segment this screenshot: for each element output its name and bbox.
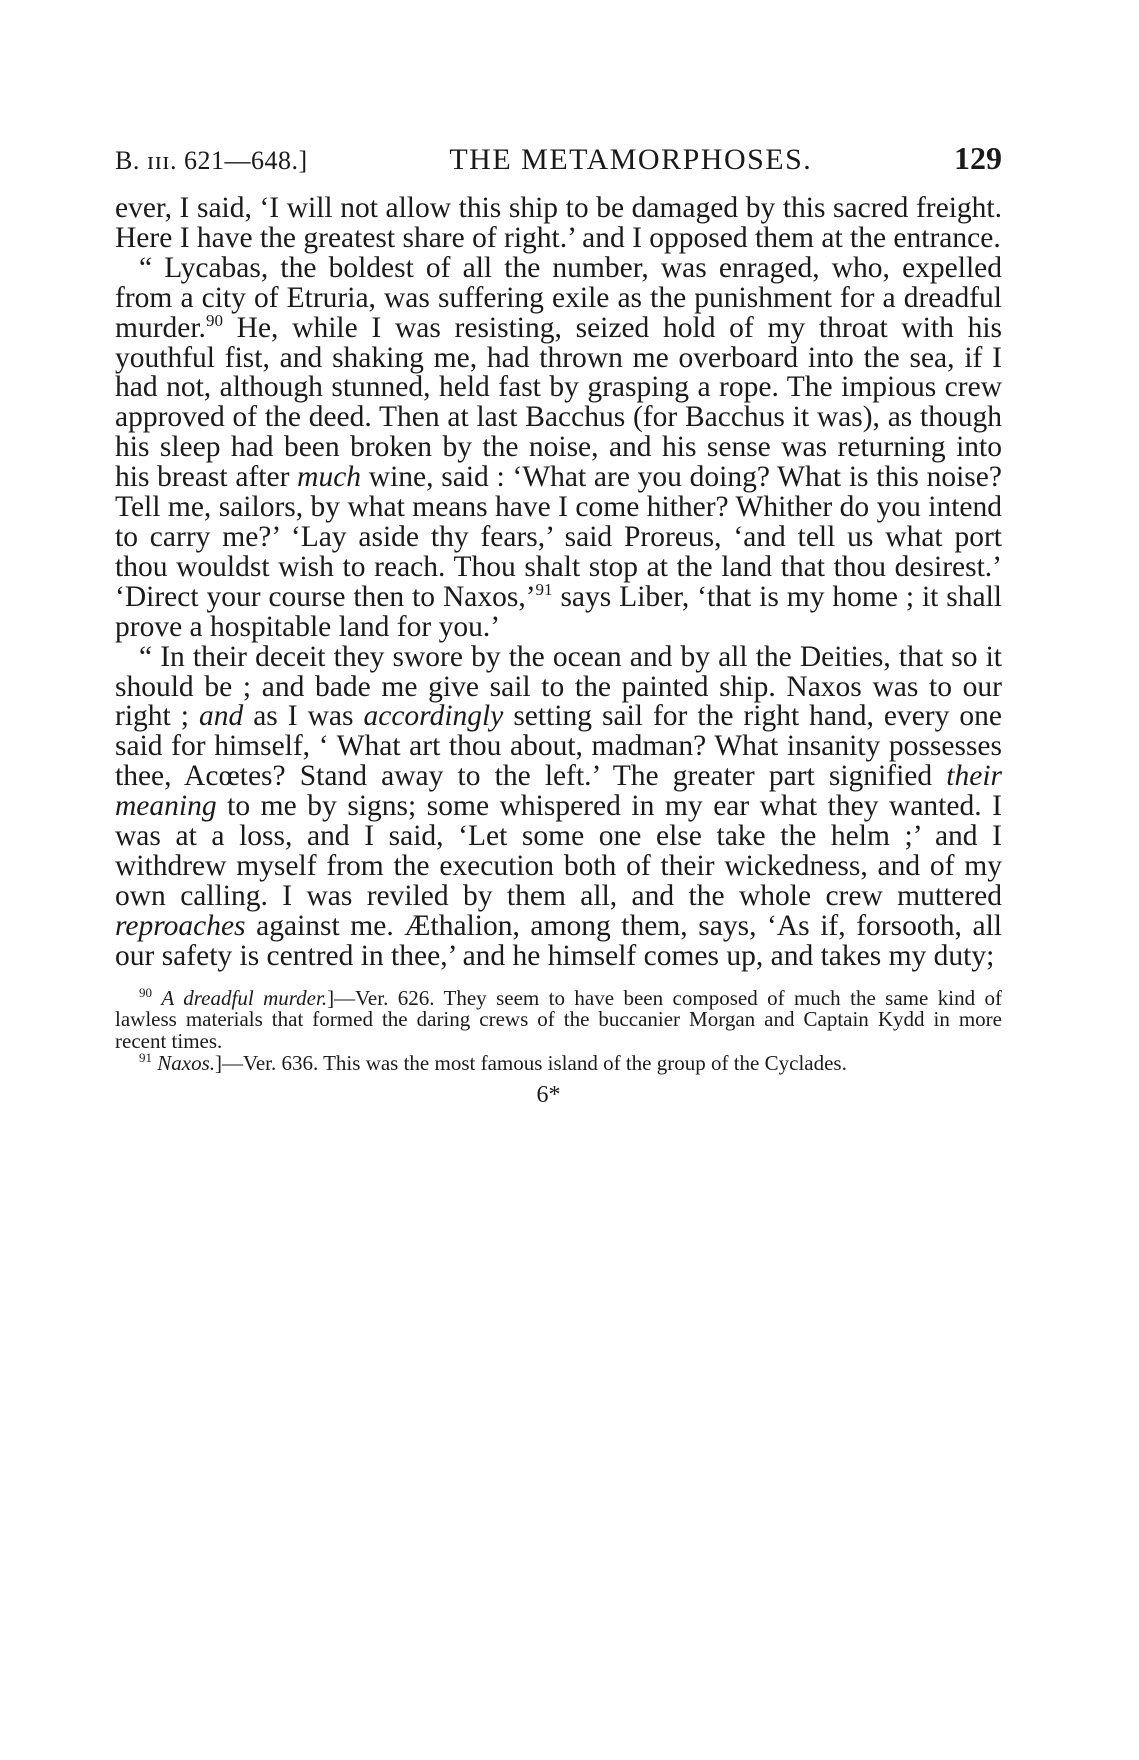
italic-text: their meaning: [115, 760, 1002, 823]
footnote-text: ]—Ver. 636. This was the most famous island of the group of the Cyclades.: [215, 1050, 847, 1075]
running-head: [115, 140, 1002, 186]
footnote-reference: 90: [205, 310, 223, 330]
main-text: [115, 194, 1002, 972]
italic-text: much: [297, 461, 362, 494]
running-title: THE METAMORPHOSES.: [449, 143, 813, 176]
book-page: [115, 140, 1002, 1109]
text-run: against me. Æthalion, among them, says, ‘As if, forsooth, all our safety is centred in thee,’ and he himself comes up, and takes my duty;: [115, 909, 1002, 972]
footnotes: [115, 984, 1002, 1075]
text-run: wine, said : ‘What are you doing? What is this noise? Tell me, sailors, by what means have I come hither? Whither do you intend to carry me?’ ‘Lay aside thy fears,’ said Proreus, ‘and tell us what port thou wouldst wish to reach. Thou shalt stop at the land that thou desirest.’ ‘Direct your course then to Naxos,’: [115, 461, 1002, 613]
text-run: says Liber, ‘that is my home ; it shall prove a hospitable land for you.’: [115, 580, 1002, 643]
paragraph: [115, 640, 1002, 972]
text-run: ever, I said, ‘I will not allow this ship to be damaged by this sacred freight. Here I have the greatest share of right.’ and I opposed them at the entrance.: [115, 192, 1002, 254]
text-run: as I was: [243, 700, 364, 733]
footnote: [115, 1049, 1002, 1075]
footnote-number: 91: [139, 1049, 152, 1065]
text-run: to me by signs; some whispered in my ear what they wanted. I was at a loss, and I said, ‘Let some one else take the helm ;’ and I withdrew myself from the execution both of their wickedness, and of my own calling. I was reviled by them all, and the whole crew muttered: [115, 790, 1002, 912]
footnote-reference: 91: [535, 579, 553, 599]
text-run: setting sail for the right hand, every one said for himself, ‘ What art thou about, madman? What insanity possesses thee, Acœtes? Stand away to the left.’ The greater part signified: [115, 700, 1002, 793]
italic-text: accordingly: [363, 700, 504, 733]
italic-text: and: [198, 700, 244, 733]
italic-text: reproaches: [115, 909, 246, 942]
paragraph: [115, 251, 1002, 643]
footnote-text: ]—Ver. 626. They seem to have been composed of much the same kind of lawless materials that formed the daring crews of the buccanier Morgan and Captain Kydd in more recent times.: [115, 985, 1002, 1053]
footnote-label: A dreadful murder.: [161, 985, 328, 1010]
footnote-label: Naxos.: [157, 1050, 215, 1075]
book-line-reference: B. ɪɪɪ. 621—648.]: [115, 146, 308, 175]
signature-mark: 6*: [536, 1082, 561, 1109]
text-run: “ In their deceit they swore by the ocean and by all the Deities, that so it should be ; and bade me give sail to the painted ship. Naxos was to our right ;: [115, 640, 1002, 733]
footnote: [115, 984, 1002, 1053]
text-run: He, while I was resisting, seized hold of my throat with his youthful fist, and shaking me, had thrown me overboard into the sea, if I had not, although stunned, held fast by grasping a rope. The impious crew approved of the deed. Then at last Bacchus (for Bacchus it was), as though his sleep had been broken by the noise, and his sense was returning into his breast after: [115, 311, 1002, 494]
text-run: “ Lycabas, the boldest of all the number, was enraged, who, expelled from a city of Etruria, was suffering exile as the punishment for a dreadful murder.: [115, 251, 1002, 344]
page-number: 129: [953, 140, 1002, 176]
footnote-number: 90: [139, 984, 152, 1000]
paragraph: [115, 194, 1002, 254]
